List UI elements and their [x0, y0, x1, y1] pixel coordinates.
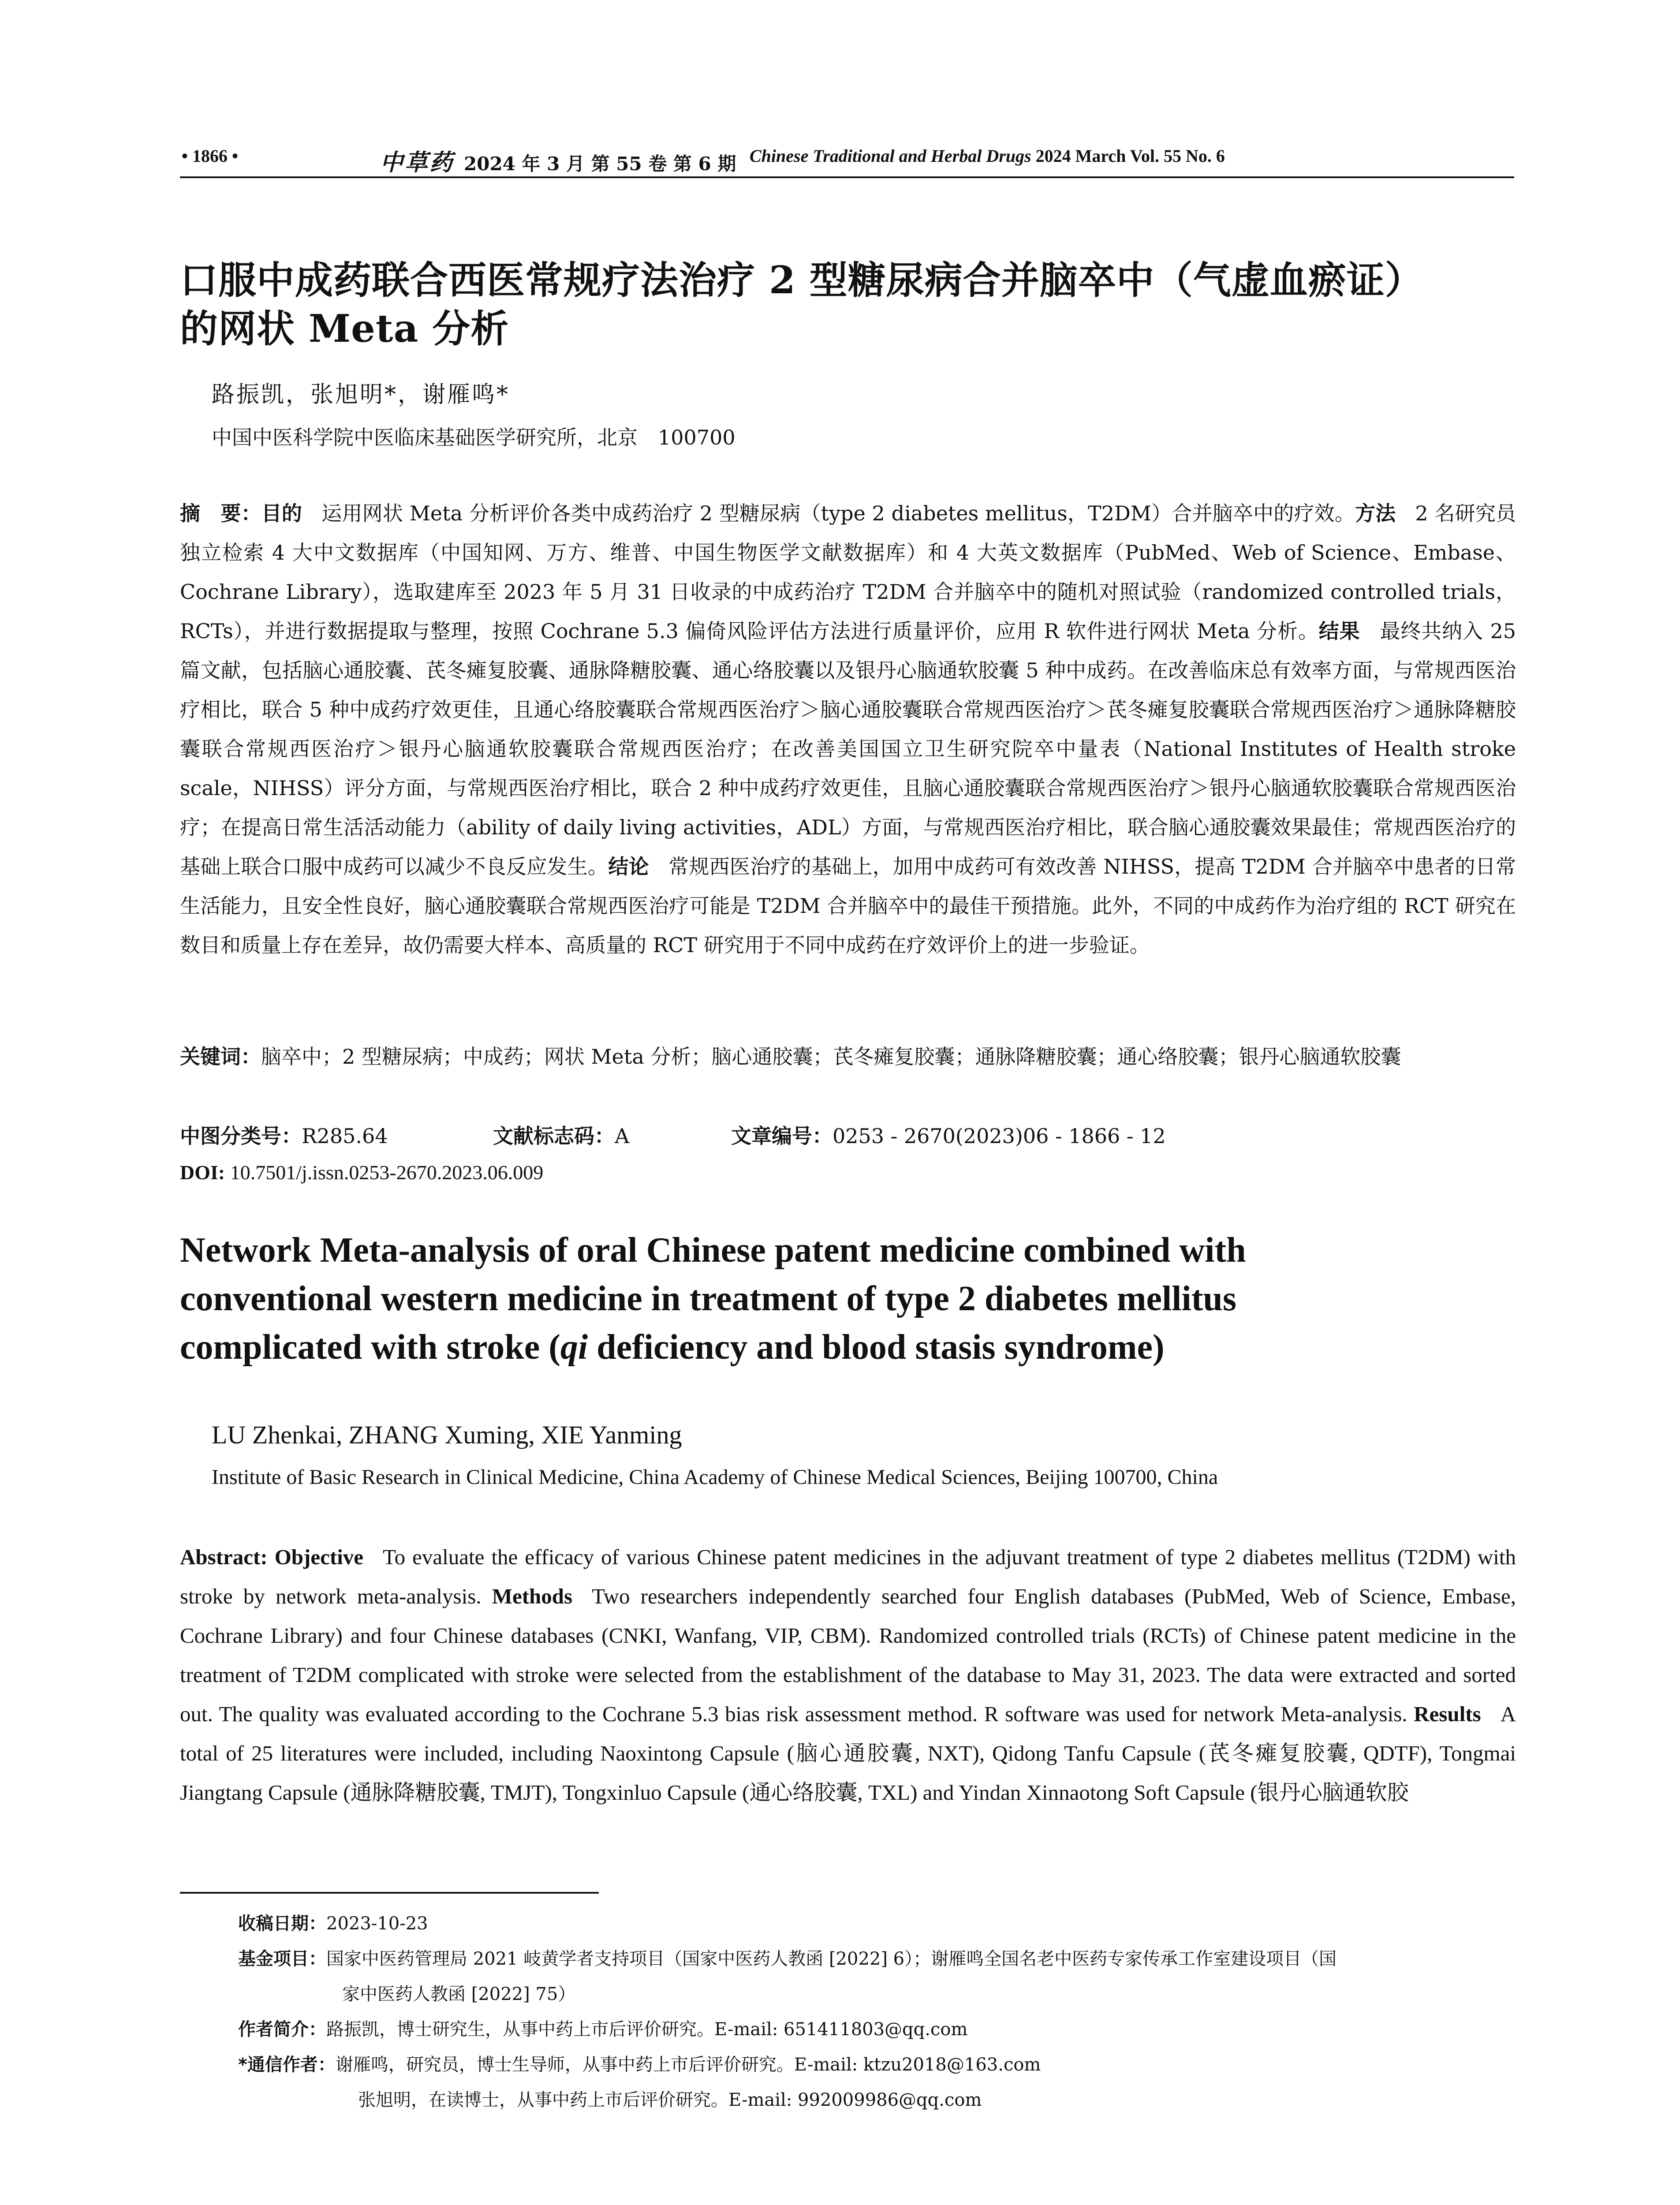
doi-value: 10.7501/j.issn.0253-2670.2023.06.009 — [230, 1161, 544, 1184]
affiliation-en: Institute of Basic Research in Clinical Medicine, China Academy of Chinese Medical Sciences, Beijing 100700, China — [212, 1465, 1218, 1489]
authors-en: LU Zhenkai, ZHANG Xuming, XIE Yanming — [212, 1420, 682, 1449]
keywords-text: 脑卒中；2 型糖尿病；中成药；网状 Meta 分析；脑心通胶囊；芪冬瘫复胶囊；通脉降糖胶囊；通心络胶囊；银丹心脑通软胶囊 — [261, 1045, 1401, 1069]
title-en-line1: Network Meta-analysis of oral Chinese patent medicine combined with — [180, 1231, 1246, 1270]
document-code — [493, 1120, 629, 1149]
header-rule — [180, 176, 1514, 178]
authors-cn: 路振凯，张旭明*，谢雁鸣* — [212, 381, 510, 408]
article-number — [731, 1120, 1166, 1149]
methods-en-text: Two researchers independently searched four English databases (PubMed, Web of Science, Embase, Cochrane Library) and four Chinese databases (CNKI, Wanfang, VIP, CBM). Randomized controlled trials (RCTs) of Chinese patent medicine in the treatment of T2DM complicated with stroke were selected from the establishment of the database to May 31, 2023. The data were extracted and sorted out. The quality was evaluated according to the Cochrane 5.3 bias risk assessment method. R software was used for network Meta-analysis. — [180, 1584, 1516, 1726]
footnote-rule — [180, 1892, 599, 1894]
doi-label: DOI: — [180, 1161, 225, 1184]
clc-value: R285.64 — [302, 1124, 388, 1148]
affiliation-cn: 中国中医科学院中医临床基础医学研究所，北京 100700 — [212, 426, 735, 449]
author-bio-label: 作者简介： — [238, 2019, 326, 2040]
results-text: 最终共纳入 25 篇文献，包括脑心通胶囊、芪冬瘫复胶囊、通脉降糖胶囊、通心络胶囊以及银丹心脑通软胶囊 5 种中成药。在改善临床总有效率方面，与常规西医治疗相比，联合 5 种中成药疗效更佳，且通心络胶囊联合常规西医治疗＞脑心通胶囊联合常规西医治疗＞芪冬瘫复胶囊联合常规西医治疗＞通脉降糖胶囊联合常规西医治疗＞银丹心脑通软胶囊联合常规西医治疗；在改善美国国立卫生研究院卒中量表（National Institutes of Health stroke scale，NIHSS）评分方面，与常规西医治疗相比，联合 2 种中成药疗效更佳，且脑心通胶囊联合常规西医治疗＞银丹心脑通软胶囊联合常规西医治疗；在提高日常生活活动能力（ability of daily living activities，ADL）方面，与常规西医治疗相比，联合脑心通胶囊效果最佳；常规西医治疗的基础上联合口服中成药可以减少不良反应发生。 — [180, 619, 1516, 878]
abstract-en-label: Abstract: Objective — [180, 1545, 364, 1569]
title-en-line3-post: deficiency and blood stasis syndrome) — [588, 1328, 1165, 1367]
article-label: 文章编号： — [731, 1124, 833, 1148]
methods-label: 方法 — [1355, 501, 1396, 525]
title-cn-line2: 的网状 Meta 分析 — [180, 306, 509, 351]
clc-label: 中图分类号： — [180, 1124, 302, 1148]
footnote-correspondence-cont: 张旭明，在读博士，从事中药上市后评价研究。E-mail: 992009986@qq.com — [358, 2090, 982, 2110]
issue-cn: 2024 年 3 月 第 55 卷 第 6 期 — [464, 153, 736, 175]
page-number: • 1866 • — [182, 146, 239, 166]
journal-brand: 中草药 — [380, 149, 455, 176]
objective-text: 运用网状 Meta 分析评价各类中成药治疗 2 型糖尿病（type 2 diabetes mellitus，T2DM）合并脑卒中的疗效。 — [321, 501, 1355, 525]
results-en-label: Results — [1414, 1702, 1481, 1726]
footnote-received — [238, 1906, 1517, 1941]
abstract-cn-label: 摘 要： — [180, 501, 261, 525]
doc-label: 文献标志码： — [493, 1124, 615, 1148]
footnotes — [238, 1906, 1517, 2118]
corr-label: *通信作者： — [238, 2055, 336, 2075]
corr-line1: 谢雁鸣，研究员，博士生导师，从事中药上市后评价研究。E-mail: ktzu2018@163.com — [335, 2055, 1041, 2075]
fund-line1: 国家中医药管理局 2021 岐黄学者支持项目（国家中医药人教函 [2022] 6）；谢雁鸣全国名老中医药专家传承工作室建设项目（国 — [326, 1949, 1337, 1969]
received-value: 2023-10-23 — [326, 1913, 428, 1934]
journal-header-cn — [380, 144, 736, 177]
results-en-text: A total of 25 literatures were included, including Naoxintong Capsule (脑心通胶囊, NXT), Qidong Tanfu Capsule (芪冬瘫复胶囊, QDTF), Tongmai Jiangtang Capsule (通脉降糖胶囊, TMJT), Tongxinluo Capsule (通心络胶囊, TXL) and Yindan Xinnaotong Soft Capsule (银丹心脑通软胶 — [180, 1702, 1516, 1805]
doc-value: A — [615, 1124, 630, 1148]
abstract-cn — [180, 494, 1516, 965]
footnote-correspondence — [238, 2047, 1517, 2082]
title-en-line3 — [180, 1327, 1165, 1368]
footnote-fund-cont: 家中医药人教函 [2022] 75） — [342, 1984, 576, 2004]
doi — [180, 1161, 543, 1184]
issue-en: 2024 March Vol. 55 No. 6 — [1035, 146, 1225, 166]
results-label: 结果 — [1318, 619, 1360, 643]
journal-header-en — [750, 146, 1225, 166]
author-bio: 路振凯，博士研究生，从事中药上市后评价研究。E-mail: 651411803@qq.com — [326, 2019, 968, 2040]
conclusion-text: 常规西医治疗的基础上，加用中成药可有效改善 NIHSS，提高 T2DM 合并脑卒中患者的日常生活能力，且安全性良好，脑心通胶囊联合常规西医治疗可能是 T2DM 合并脑卒中的最佳干预措施。此外，不同的中成药作为治疗组的 RCT 研究在数目和质量上存在差异，故仍需要大样本、高质量的 RCT 研究用于不同中成药在疗效评价上的进一步验证。 — [180, 855, 1516, 957]
title-cn-line1: 口服中成药联合西医常规疗法治疗 2 型糖尿病合并脑卒中（气虚血瘀证） — [180, 258, 1423, 303]
methods-en-label: Methods — [492, 1584, 573, 1608]
fund-label: 基金项目： — [238, 1949, 326, 1969]
abstract-en — [180, 1537, 1516, 1812]
methods-text: 2 名研究员独立检索 4 大中文数据库（中国知网、万方、维普、中国生物医学文献数据库）和 4 大英文数据库（PubMed、Web of Science、Embase、Cochrane Library），选取建库至 2023 年 5 月 31 日收录的中成药治疗 T2DM 合并脑卒中的随机对照试验（randomized controlled trials，RCTs），并进行数据提取与整理，按照 Cochrane 5.3 偏倚风险评估方法进行质量评价，应用 R 软件进行网状 Meta 分析。 — [180, 501, 1516, 643]
conclusion-label: 结论 — [608, 855, 649, 878]
title-en-line3-pre: complicated with stroke ( — [180, 1328, 560, 1367]
keywords-label: 关键词： — [180, 1045, 261, 1069]
clc-number — [180, 1120, 388, 1149]
footnote-fund — [238, 1941, 1517, 1977]
objective-en-text: To evaluate the efficacy of various Chinese patent medicines in the adjuvant treatment of type 2 diabetes mellitus (T2DM) with stroke by network meta-analysis. — [180, 1545, 1516, 1608]
received-label: 收稿日期： — [238, 1913, 326, 1934]
objective-label: 目的 — [261, 501, 302, 525]
keywords — [180, 1037, 1516, 1076]
title-en-line2: conventional western medicine in treatment of type 2 diabetes mellitus — [180, 1279, 1236, 1318]
title-en-line3-italic: qi — [560, 1328, 588, 1367]
article-value: 0253 - 2670(2023)06 - 1866 - 12 — [833, 1124, 1166, 1148]
journal-name-en: Chinese Traditional and Herbal Drugs — [750, 146, 1031, 166]
footnote-author — [238, 2012, 1517, 2047]
